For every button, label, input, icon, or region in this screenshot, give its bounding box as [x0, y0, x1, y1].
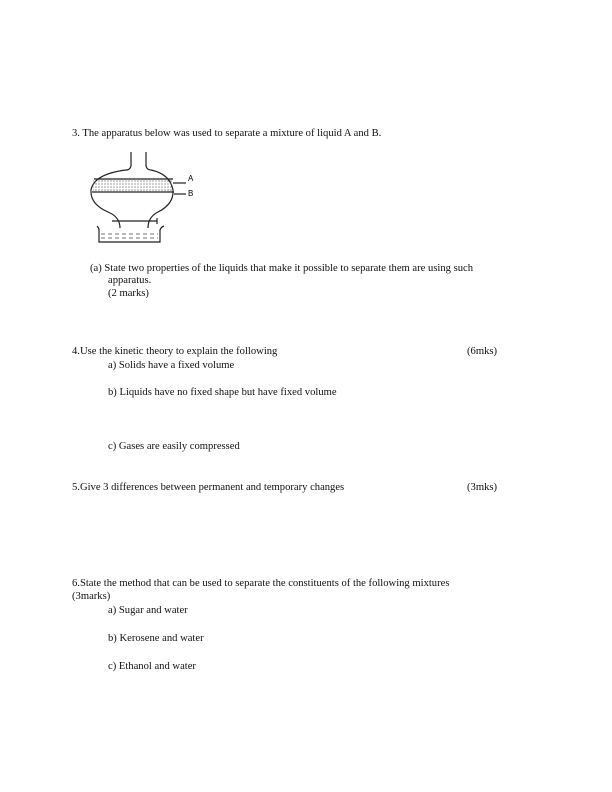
q6-item-b: b) Kerosene and water — [108, 633, 204, 644]
q5-stem: 5.Give 3 differences between permanent and temporary changes — [72, 482, 345, 493]
q6-item-c: c) Ethanol and water — [108, 661, 196, 672]
q3-stem: 3. The apparatus below was used to separate a mixture of liquid A and B. — [72, 128, 382, 139]
q3-part-a-cont: apparatus. — [108, 275, 152, 286]
q4-marks: (6mks) — [467, 346, 498, 357]
q6-item-a: a) Sugar and water — [108, 605, 188, 616]
separating-funnel-diagram — [86, 150, 196, 246]
q4-stem: 4.Use the kinetic theory to explain the following — [72, 346, 278, 357]
q6-marks: (3marks) — [72, 591, 111, 602]
q6-stem: 6.State the method that can be used to separate the constituents of the following mixtures — [72, 578, 450, 589]
q3-part-a: (a) State two properties of the liquids that make it possible to separate them are using such — [90, 263, 474, 274]
q3-part-a-marks: (2 marks) — [108, 288, 149, 299]
q4-item-a: a) Solids have a fixed volume — [108, 360, 235, 371]
label-a: A — [188, 174, 194, 183]
q5-marks: (3mks) — [467, 482, 498, 493]
q4-item-c: c) Gases are easily compressed — [108, 441, 240, 452]
label-b: B — [188, 189, 194, 198]
q4-item-b: b) Liquids have no fixed shape but have fixed volume — [108, 387, 337, 398]
